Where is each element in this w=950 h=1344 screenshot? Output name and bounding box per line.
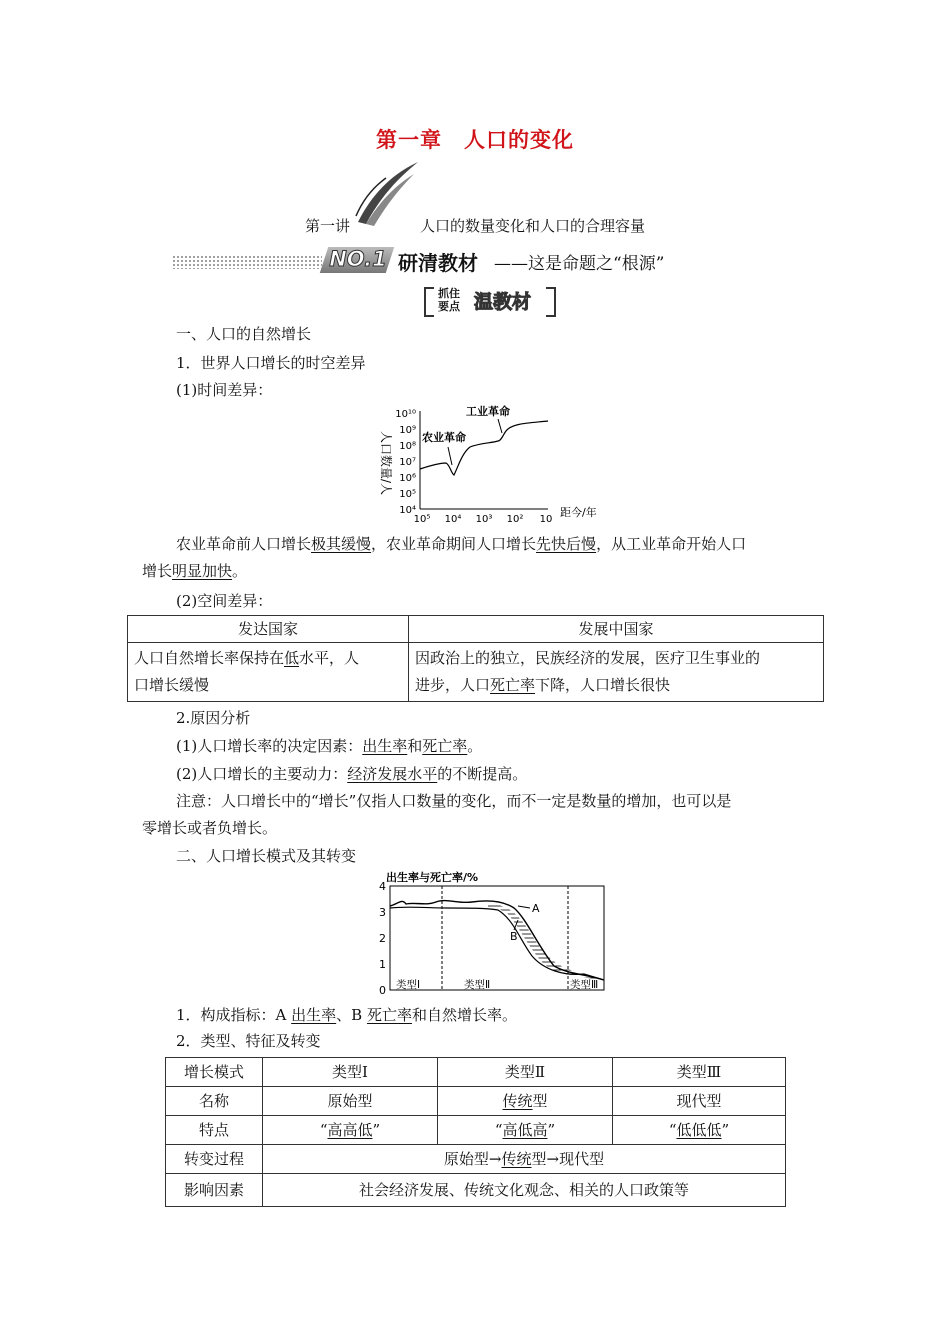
- banner-sub: ——这是命题之“根源”: [494, 254, 665, 274]
- section1-heading: 一、人口的自然增长: [176, 325, 312, 343]
- chart2-type-label: 类型Ⅰ: [396, 979, 421, 991]
- table2-row-label: 名称: [166, 1087, 263, 1116]
- table2-row-label: 影响因素: [166, 1174, 263, 1207]
- chart2-pointer-a: [518, 906, 530, 908]
- chart1-annot-ind: 工业革命: [466, 405, 510, 418]
- review-tag: [424, 287, 556, 315]
- chart2-death-rate-line: [390, 907, 604, 980]
- chart1-x-tick: 10: [539, 514, 553, 525]
- table2-header: 类型Ⅱ: [438, 1058, 613, 1087]
- para1-line2: [142, 560, 247, 582]
- section-banner: [172, 247, 732, 277]
- para1-text: 增长: [142, 562, 173, 580]
- tag-small-bottom: 要点: [438, 300, 460, 313]
- table2-cell: 原始型: [263, 1087, 438, 1116]
- reason2: (2)人口增长的主要动力：经济发展水平的不断提高。: [176, 765, 528, 783]
- chart1-x-tick: 10⁵: [413, 514, 431, 525]
- item1: 1．构成指标：A 出生率、B 死亡率和自然增长率。: [176, 1006, 517, 1024]
- para1-text: 农业革命前人口增长: [176, 535, 312, 553]
- birth-death-rate-chart: [368, 868, 608, 996]
- chart1-y-tick: 10⁶: [399, 473, 416, 484]
- chart1-y-tick: 10⁵: [399, 489, 416, 500]
- chart1-arrow-agri: [448, 447, 452, 465]
- lecture-heading: [305, 215, 645, 236]
- chart1-xlabel: 距今/年: [560, 506, 597, 519]
- chart2-label-b: B: [510, 930, 518, 943]
- spatial-difference-table: [127, 615, 824, 702]
- table1-header: 发展中国家: [409, 616, 824, 643]
- para1-text: ，农业革命期间人口增长: [371, 535, 537, 553]
- chart2-type-label: 类型Ⅲ: [570, 979, 599, 991]
- chart1-x-tick: 10³: [475, 514, 493, 525]
- para1-line1: [176, 533, 746, 555]
- growth-model-table: [165, 1057, 786, 1207]
- table1-developed-cell: 人口自然增长率保持在低水平，人 口增长缓慢: [128, 643, 409, 702]
- banner-badge-text: NO.1: [329, 247, 387, 271]
- table2-cell: 现代型: [613, 1087, 786, 1116]
- section2-heading: 二、人口增长模式及其转变: [176, 847, 357, 865]
- chart2-y-tick: 3: [379, 906, 386, 919]
- tag-big: 温教材: [474, 291, 532, 313]
- sub1b-heading: (2)空间差异：: [176, 592, 273, 610]
- banner-main: 研清教材: [398, 251, 478, 275]
- chart2-label-a: A: [532, 902, 540, 915]
- table2-row-label: 特点: [166, 1116, 263, 1145]
- chart1-x-tick: 10⁴: [444, 514, 462, 525]
- chart1-annot-agri: 农业革命: [422, 431, 466, 444]
- table2-cell: “高低高”: [438, 1116, 613, 1145]
- table2-cell: “高高低”: [263, 1116, 438, 1145]
- tag-small-top: 抓住: [438, 287, 460, 300]
- tag-bracket-right: [546, 287, 556, 317]
- chart1-ylabel: 人口数量/人: [379, 430, 393, 496]
- chart1-y-tick: 10⁹: [399, 425, 416, 436]
- table1-developing-cell: 因政治上的独立，民族经济的发展，医疗卫生事业的 进步，人口死亡率下降，人口增长很快: [409, 643, 824, 702]
- sub1a-heading: (1)时间差异：: [176, 381, 273, 399]
- chapter-title: 第一章 人口的变化: [376, 127, 574, 152]
- note-line2: 零增长或者负增长。: [142, 819, 278, 837]
- table2-cell: 传统型: [438, 1087, 613, 1116]
- chart2-y-tick: 1: [379, 958, 386, 971]
- sub1-heading: 1．世界人口增长的时空差异: [176, 354, 366, 372]
- para1-text: 。: [232, 562, 248, 580]
- chart2-ylabel: 出生率与死亡率/%: [386, 871, 479, 884]
- chart1-y-tick: 10¹⁰: [395, 409, 416, 420]
- chart1-population-curve: [420, 421, 548, 475]
- table2-cell: 原始型→传统型→现代型: [263, 1145, 786, 1174]
- chart2-y-tick: 2: [379, 932, 386, 945]
- chart1-arrow-ind: [498, 419, 502, 433]
- sub2-heading: 2.原因分析: [176, 709, 251, 727]
- table2-header: 类型Ⅰ: [263, 1058, 438, 1087]
- item2: 2．类型、特征及转变: [176, 1032, 321, 1050]
- chart2-y-tick: 4: [379, 880, 386, 893]
- lecture-number: 第一讲: [305, 217, 351, 235]
- chart2-type-label: 类型Ⅱ: [464, 979, 491, 991]
- para1-answer: 先快后慢: [536, 535, 597, 553]
- tag-bracket-left: [424, 287, 434, 317]
- chart1-y-tick: 10⁸: [399, 441, 416, 452]
- chart1-y-tick: 10⁴: [399, 505, 416, 516]
- lecture-title: 人口的数量变化和人口的合理容量: [420, 217, 646, 235]
- table2-cell: “低低低”: [613, 1116, 786, 1145]
- table2-header: 增长模式: [166, 1058, 263, 1087]
- chart1-y-tick: 10⁷: [399, 457, 416, 468]
- para1-text: ，从工业革命开始人口: [596, 535, 747, 553]
- table2-cell: 社会经济发展、传统文化观念、相关的人口政策等: [263, 1174, 786, 1207]
- population-growth-chart: [360, 403, 620, 525]
- table1-header: 发达国家: [128, 616, 409, 643]
- chart2-birth-rate-line: [390, 901, 604, 980]
- para1-answer: 极其缓慢: [311, 535, 372, 553]
- para1-answer: 明显加快: [172, 562, 233, 580]
- note-line1: 注意：人口增长中的“增长”仅指人口数量的变化，而不一定是数量的增加，也可以是: [176, 792, 732, 810]
- banner-dots: [172, 255, 322, 269]
- table2-header: 类型Ⅲ: [613, 1058, 786, 1087]
- chart2-y-tick: 0: [379, 984, 386, 996]
- table2-row-label: 转变过程: [166, 1145, 263, 1174]
- chart1-x-tick: 10²: [506, 514, 524, 525]
- reason1: (1)人口增长率的决定因素：出生率和死亡率。: [176, 737, 483, 755]
